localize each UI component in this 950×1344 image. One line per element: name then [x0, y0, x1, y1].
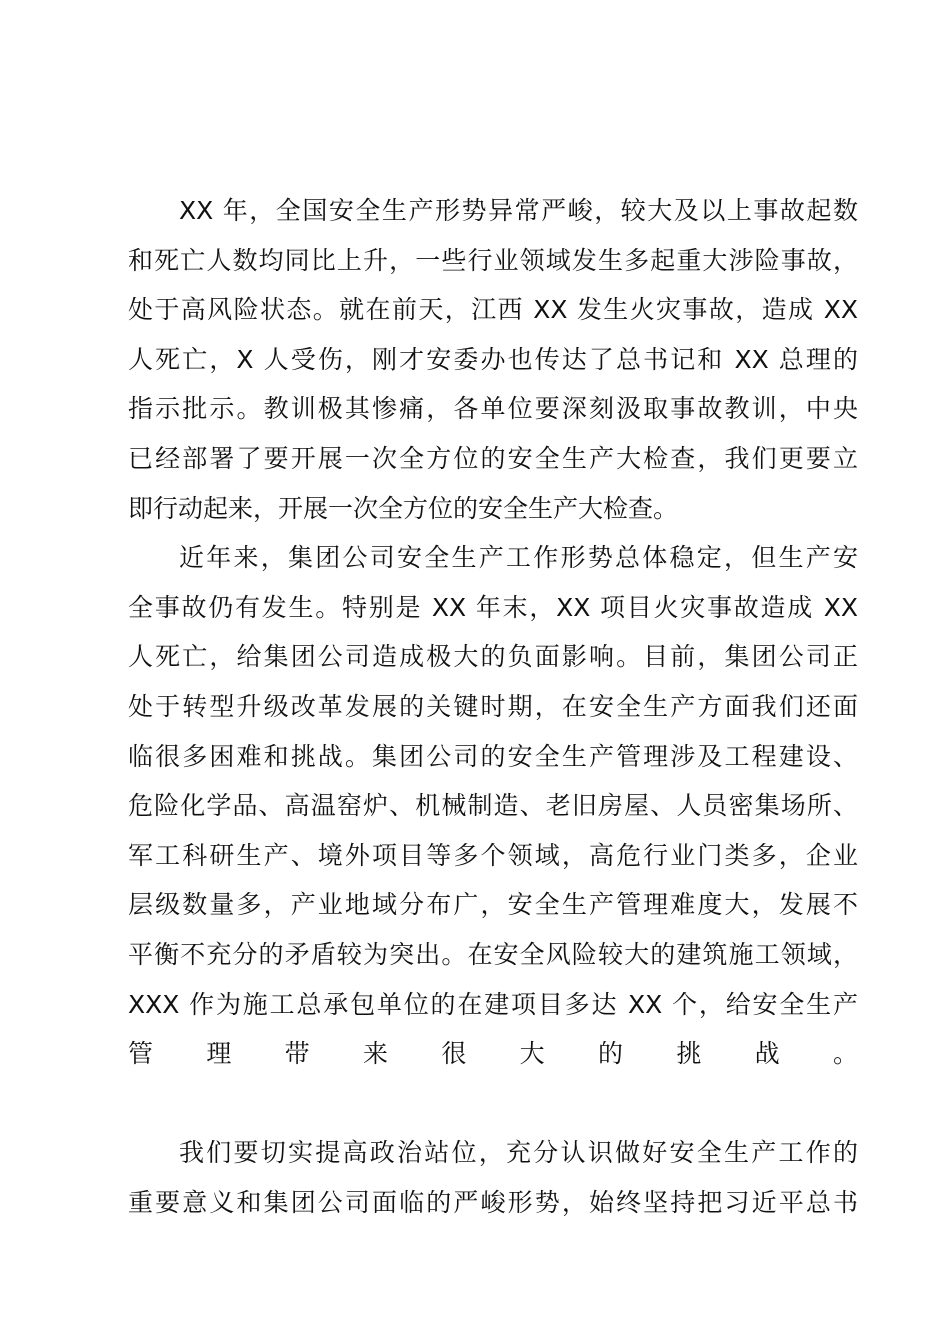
- paragraph: [128, 186, 858, 533]
- text-line: 已经部署了要开展一次全方位的安全生产大检查，我们更要立: [128, 443, 858, 473]
- text-line: 近年来，集团公司安全生产工作形势总体稳定，但生产安: [179, 543, 858, 573]
- text-line: 层级数量多，产业地域分布广，安全生产管理难度大，发展不: [128, 890, 858, 920]
- text-line: 处于高风险状态。就在前天，江西 XX 发生火灾事故，造成 XX: [128, 295, 858, 325]
- text-line: 即行动起来，开展一次全方位的安全生产大检查。: [128, 493, 679, 523]
- paragraph: [128, 533, 858, 1128]
- paragraph: [128, 1128, 858, 1227]
- text-line: 管理带来很大的挑战。: [128, 1039, 858, 1069]
- text-line: [128, 1079, 858, 1129]
- text-line: 全事故仍有发生。特别是 XX 年末，XX 项目火灾事故造成 XX: [128, 592, 858, 622]
- text-line: XX 年，全国安全生产形势异常严峻，较大及以上事故起数: [179, 196, 858, 225]
- text-line: 指示批示。教训极其惨痛，各单位要深刻汲取事故教训，中央: [128, 394, 858, 424]
- text-line: XXX 作为施工总承包单位的在建项目多达 XX 个，给安全生产: [128, 989, 858, 1019]
- document-body: [128, 186, 858, 1227]
- text-line: 人死亡，给集团公司造成极大的负面影响。目前，集团公司正: [128, 642, 858, 672]
- text-line: 我们要切实提高政治站位，充分认识做好安全生产工作的: [179, 1138, 858, 1168]
- text-line: 重要意义和集团公司面临的严峻形势，始终坚持把习近平总书: [128, 1187, 858, 1217]
- text-line: 危险化学品、高温窑炉、机械制造、老旧房屋、人员密集场所、: [128, 791, 858, 821]
- text-line: 临很多困难和挑战。集团公司的安全生产管理涉及工程建设、: [128, 741, 858, 771]
- text-line: 军工科研生产、境外项目等多个领域，高危行业门类多，企业: [128, 840, 858, 870]
- text-line: 和死亡人数均同比上升，一些行业领域发生多起重大涉险事故，: [128, 245, 858, 275]
- text-line: 处于转型升级改革发展的关键时期，在安全生产方面我们还面: [128, 691, 858, 721]
- text-line: 平衡不充分的矛盾较为突出。在安全风险较大的建筑施工领域，: [128, 939, 858, 969]
- text-line: 人死亡，X 人受伤，刚才安委办也传达了总书记和 XX 总理的: [128, 344, 858, 374]
